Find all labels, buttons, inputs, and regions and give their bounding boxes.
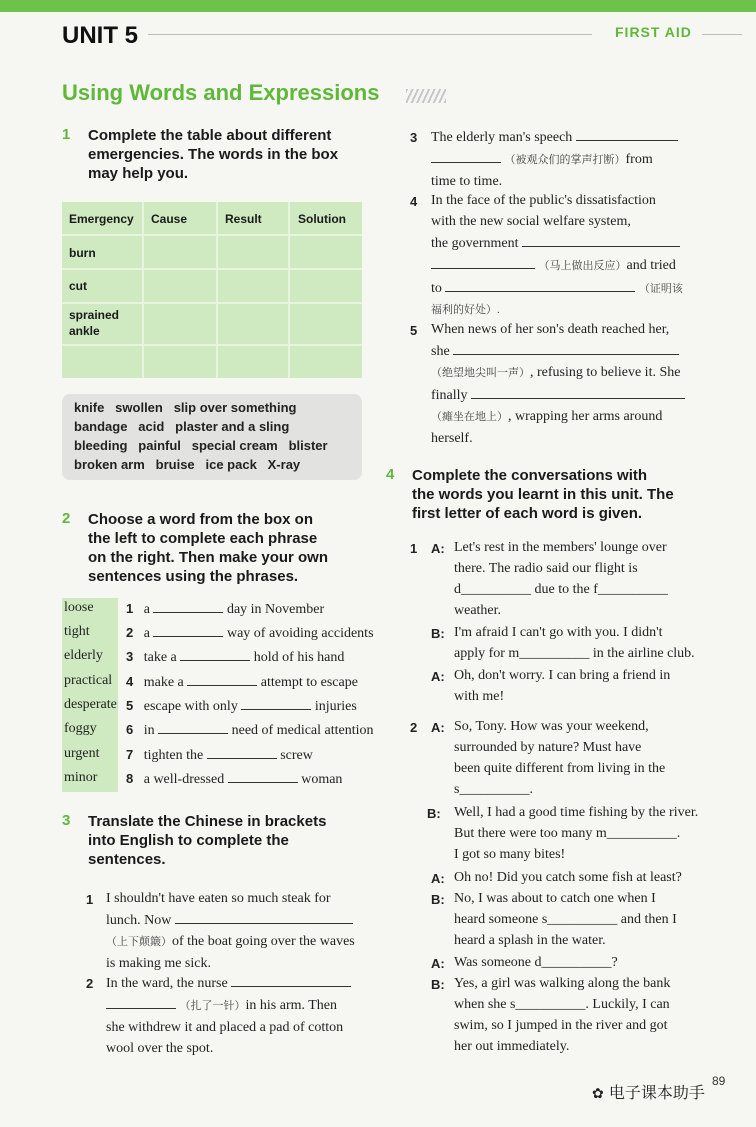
q3-line: Translate the Chinese in brackets <box>88 813 327 830</box>
sentence-line: with the new social welfare system, <box>431 214 631 229</box>
q2-item <box>126 598 324 620</box>
sentence-line <box>431 340 701 362</box>
sentence-line <box>431 277 701 300</box>
dialogue-line: But there were too many m__________. <box>454 826 681 841</box>
emergency-table <box>62 202 362 378</box>
q2-item <box>126 695 357 717</box>
dialogue-line: So, Tony. How was your weekend, <box>454 719 649 734</box>
q2-instructions <box>88 510 328 586</box>
word-box <box>62 394 362 480</box>
sentence-text: finally <box>431 388 468 403</box>
q1-line: emergencies. The words in the box <box>88 146 339 163</box>
item-number: 5 <box>126 698 134 713</box>
answer-blank[interactable] <box>153 598 223 613</box>
answer-blank[interactable] <box>231 972 351 987</box>
dialogue-line: No, I was about to catch one when I <box>454 891 656 906</box>
sentence-text: of the boat going over the waves <box>172 934 355 949</box>
answer-blank[interactable] <box>471 384 685 399</box>
q2-item <box>126 744 313 766</box>
phrase-start: a well-dressed <box>143 772 225 787</box>
sentence-line <box>106 994 366 1017</box>
q2-item <box>126 622 374 644</box>
q2-item <box>126 646 344 668</box>
table-divider <box>288 202 290 378</box>
q2-word: minor <box>64 770 98 785</box>
answer-blank[interactable] <box>153 622 223 637</box>
phrase-end: attempt to escape <box>260 675 358 690</box>
phrase-start: tighten the <box>143 748 204 763</box>
sentence-line: time to time. <box>431 174 503 189</box>
sentence-line: herself. <box>431 431 473 446</box>
answer-blank[interactable] <box>576 126 678 141</box>
sentence-text: In the ward, the nurse <box>106 976 228 991</box>
sentence-line: she withdrew it and placed a pad of cotton <box>106 1020 344 1035</box>
sentence-text: from <box>625 152 653 167</box>
phrase-start: take a <box>143 650 177 665</box>
sentence-text: The elderly man's speech <box>431 130 573 145</box>
q2-line: Choose a word from the box on <box>88 511 314 528</box>
unit-label: UNIT 5 <box>62 22 139 49</box>
speaker-label: A: <box>431 720 445 735</box>
phrase-end: woman <box>301 772 343 787</box>
dialogue-line: surrounded by nature? Must have <box>454 740 642 755</box>
q3-item-number: 5 <box>410 323 418 338</box>
table-header-emergency: Emergency <box>69 212 134 226</box>
sentence-text: and tried <box>626 258 676 273</box>
dialogue-line: Let's rest in the members' lounge over <box>454 540 667 555</box>
table-cell-sprained: sprained <box>69 308 120 322</box>
header-divider-right <box>702 34 742 35</box>
answer-blank[interactable] <box>241 695 311 710</box>
conversation-number: 1 <box>410 541 418 556</box>
chinese-hint: （被观众们的掌声打断） <box>504 154 626 166</box>
sentence-line: I shouldn't have eaten so much steak for <box>106 891 331 906</box>
q3-instructions <box>88 812 326 869</box>
dialogue-line: d__________ due to the f__________ <box>454 582 668 597</box>
sentence-line: wool over the spot. <box>106 1041 214 1056</box>
sentence-text: , refusing to believe it. She <box>530 365 681 380</box>
phrase-end: hold of his hand <box>253 650 345 665</box>
q2-word: tight <box>64 624 90 639</box>
speaker-label: B: <box>431 977 445 992</box>
q2-word: urgent <box>64 746 100 761</box>
page-header <box>62 20 742 52</box>
sentence-text: the government <box>431 236 519 251</box>
word-box-line: bandage acid plaster and a sling <box>74 419 290 434</box>
sentence-line: In the face of the public's dissatisfaction <box>431 193 656 208</box>
phrase-end: way of avoiding accidents <box>226 626 374 641</box>
q4-line: the words you learnt in this unit. The <box>412 486 674 503</box>
item-number: 8 <box>126 771 134 786</box>
answer-blank[interactable] <box>431 254 535 269</box>
q1-line: Complete the table about different <box>88 127 332 144</box>
sentence-line <box>431 232 701 254</box>
answer-blank[interactable] <box>431 148 501 163</box>
chinese-hint: （绝望地尖叫一声） <box>431 367 530 379</box>
wechat-icon: ✿ <box>592 1086 604 1102</box>
item-number: 7 <box>126 747 134 762</box>
table-row <box>62 234 362 236</box>
q3-item-1 <box>106 888 366 974</box>
dialogue-turn <box>454 622 714 664</box>
sentence-text: to <box>431 281 442 296</box>
phrase-start: make a <box>143 675 184 690</box>
table-header-cause: Cause <box>151 212 188 226</box>
topic-label: FIRST AID <box>615 24 692 40</box>
sentence-line <box>431 362 701 384</box>
q4-line: first letter of each word is given. <box>412 505 643 522</box>
table-divider <box>216 202 218 378</box>
answer-blank[interactable] <box>453 340 679 355</box>
speaker-label: A: <box>431 669 445 684</box>
q2-item <box>126 719 374 741</box>
dialogue-turn <box>454 802 734 865</box>
dialogue-line: Oh no! Did you catch some fish at least? <box>454 870 682 885</box>
dialogue-line: Well, I had a good time fishing by the river. <box>454 805 699 820</box>
word-box-line: knife swollen slip over something <box>74 400 297 415</box>
dialogue-line: s__________. <box>454 782 533 797</box>
chinese-hint: 福利的好处）. <box>431 304 500 316</box>
q2-word: loose <box>64 600 94 615</box>
speaker-label: A: <box>431 956 445 971</box>
answer-blank[interactable] <box>207 744 277 759</box>
phrase-start: a <box>143 602 150 617</box>
dialogue-line: there. The radio said our flight is <box>454 561 638 576</box>
chinese-hint: （马上做出反应） <box>538 260 627 272</box>
table-cell-ankle: ankle <box>69 324 100 338</box>
dialogue-turn <box>454 973 724 1057</box>
q3-item-number: 1 <box>86 892 94 907</box>
q1-line: may help you. <box>88 165 189 182</box>
dialogue-turn <box>454 867 734 888</box>
dialogue-line: Oh, don't worry. I can bring a friend in <box>454 668 671 683</box>
item-number: 1 <box>126 601 134 616</box>
watermark <box>592 1080 705 1103</box>
q2-word: desperate <box>64 697 117 712</box>
dialogue-line: I got so many bites! <box>454 847 566 862</box>
answer-blank[interactable] <box>522 232 680 247</box>
q3-item-5 <box>431 319 701 449</box>
phrase-end: injuries <box>314 699 357 714</box>
watermark-text: 电子课本助手 <box>608 1083 705 1102</box>
table-cell-burn: burn <box>69 246 96 260</box>
speaker-label: A: <box>431 871 445 886</box>
speaker-label: B: <box>431 892 445 907</box>
sentence-text: she <box>431 344 450 359</box>
q2-line: the left to complete each phrase <box>88 530 318 547</box>
q3-item-number: 3 <box>410 130 418 145</box>
answer-blank[interactable] <box>180 646 250 661</box>
q3-item-number: 4 <box>410 194 418 209</box>
q4-number: 4 <box>386 466 395 483</box>
item-number: 4 <box>126 674 134 689</box>
phrase-end: day in November <box>226 602 325 617</box>
table-divider <box>142 202 144 378</box>
q2-line: sentences using the phrases. <box>88 568 299 585</box>
chinese-hint: （扎了一针） <box>179 1000 246 1012</box>
q2-line: on the right. Then make your own <box>88 549 329 566</box>
sentence-line <box>106 909 366 931</box>
sentence-line <box>431 126 701 148</box>
item-number: 6 <box>126 722 134 737</box>
conversation-number: 2 <box>410 720 418 735</box>
dialogue-line: apply for m__________ in the airline club. <box>454 646 695 661</box>
table-row <box>62 268 362 270</box>
header-divider <box>148 34 592 35</box>
section-title: Using Words and Expressions <box>62 80 380 105</box>
dialogue-turn <box>454 665 714 707</box>
chinese-hint: （瘫坐在地上） <box>431 411 508 423</box>
sentence-text: , wrapping her arms around <box>508 409 663 424</box>
answer-blank[interactable] <box>158 719 228 734</box>
dialogue-line: with me! <box>454 689 505 704</box>
dialogue-turn <box>454 888 724 951</box>
dialogue-line: when she s__________. Luckily, I can <box>454 997 670 1012</box>
q3-number: 3 <box>62 812 71 829</box>
answer-blank[interactable] <box>175 909 353 924</box>
word-box-line: bleeding painful special cream blister <box>74 438 328 453</box>
q4-instructions <box>412 466 674 523</box>
dialogue-line: Was someone d__________? <box>454 955 618 970</box>
dialogue-line: Yes, a girl was walking along the bank <box>454 976 671 991</box>
sentence-text: in his arm. Then <box>245 998 338 1013</box>
table-row <box>62 344 362 346</box>
phrase-start: escape with only <box>143 699 238 714</box>
phrase-start: a <box>143 626 150 641</box>
answer-blank[interactable] <box>228 768 298 783</box>
dialogue-line: been quite different from living in the <box>454 761 666 776</box>
sentence-line: is making me sick. <box>106 956 211 971</box>
dialogue-line: I'm afraid I can't go with you. I didn't <box>454 625 663 640</box>
dialogue-turn <box>454 716 724 800</box>
q3-item-number: 2 <box>86 976 94 991</box>
dialogue-turn <box>454 952 724 973</box>
q2-item <box>126 768 342 790</box>
page-number: 89 <box>712 1074 726 1088</box>
phrase-end: need of medical attention <box>231 723 374 738</box>
dialogue-line: heard a splash in the water. <box>454 933 606 948</box>
sentence-line <box>431 406 701 428</box>
top-color-band <box>0 0 756 12</box>
chinese-hint: （上下颠簸） <box>106 936 172 948</box>
q2-word: practical <box>64 673 113 688</box>
item-number: 3 <box>126 649 134 664</box>
q2-word: foggy <box>64 721 97 736</box>
answer-blank[interactable] <box>106 994 176 1009</box>
table-header-solution: Solution <box>298 212 346 226</box>
q1-number: 1 <box>62 126 71 143</box>
q3-item-3 <box>431 126 701 192</box>
speaker-label: B: <box>431 626 445 641</box>
dialogue-turn <box>454 537 714 621</box>
dialogue-line: swim, so I jumped in the river and got <box>454 1018 668 1033</box>
dialogue-line: her out immediately. <box>454 1039 570 1054</box>
dialogue-line: heard someone s__________ and then I <box>454 912 677 927</box>
q3-item-2 <box>106 972 366 1059</box>
speaker-label: A: <box>431 541 445 556</box>
q2-number: 2 <box>62 510 71 527</box>
table-header-result: Result <box>225 212 262 226</box>
sentence-line <box>431 148 701 171</box>
q2-item <box>126 671 358 693</box>
sentence-line <box>106 972 366 994</box>
q3-item-4 <box>431 190 701 321</box>
sentence-text: lunch. Now <box>106 913 172 928</box>
chinese-hint: （证明该 <box>638 283 683 295</box>
sentence-line <box>431 254 701 277</box>
phrase-start: in <box>143 723 155 738</box>
sentence-line <box>431 384 701 406</box>
q3-line: sentences. <box>88 851 166 868</box>
sentence-line <box>106 931 366 953</box>
table-cell-cut: cut <box>69 279 87 293</box>
q4-line: Complete the conversations with <box>412 467 648 484</box>
item-number: 2 <box>126 625 134 640</box>
table-row <box>62 302 362 304</box>
q1-instructions <box>88 126 338 183</box>
answer-blank[interactable] <box>445 277 635 292</box>
dialogue-line: weather. <box>454 603 502 618</box>
answer-blank[interactable] <box>187 671 257 686</box>
speaker-label: B: <box>427 806 441 821</box>
phrase-end: screw <box>280 748 313 763</box>
q3-line: into English to complete the <box>88 832 289 849</box>
title-hatch-decoration <box>406 89 446 103</box>
q2-word: elderly <box>64 648 103 663</box>
sentence-line: When news of her son's death reached her, <box>431 322 670 337</box>
word-box-line: broken arm bruise ice pack X-ray <box>74 457 301 472</box>
